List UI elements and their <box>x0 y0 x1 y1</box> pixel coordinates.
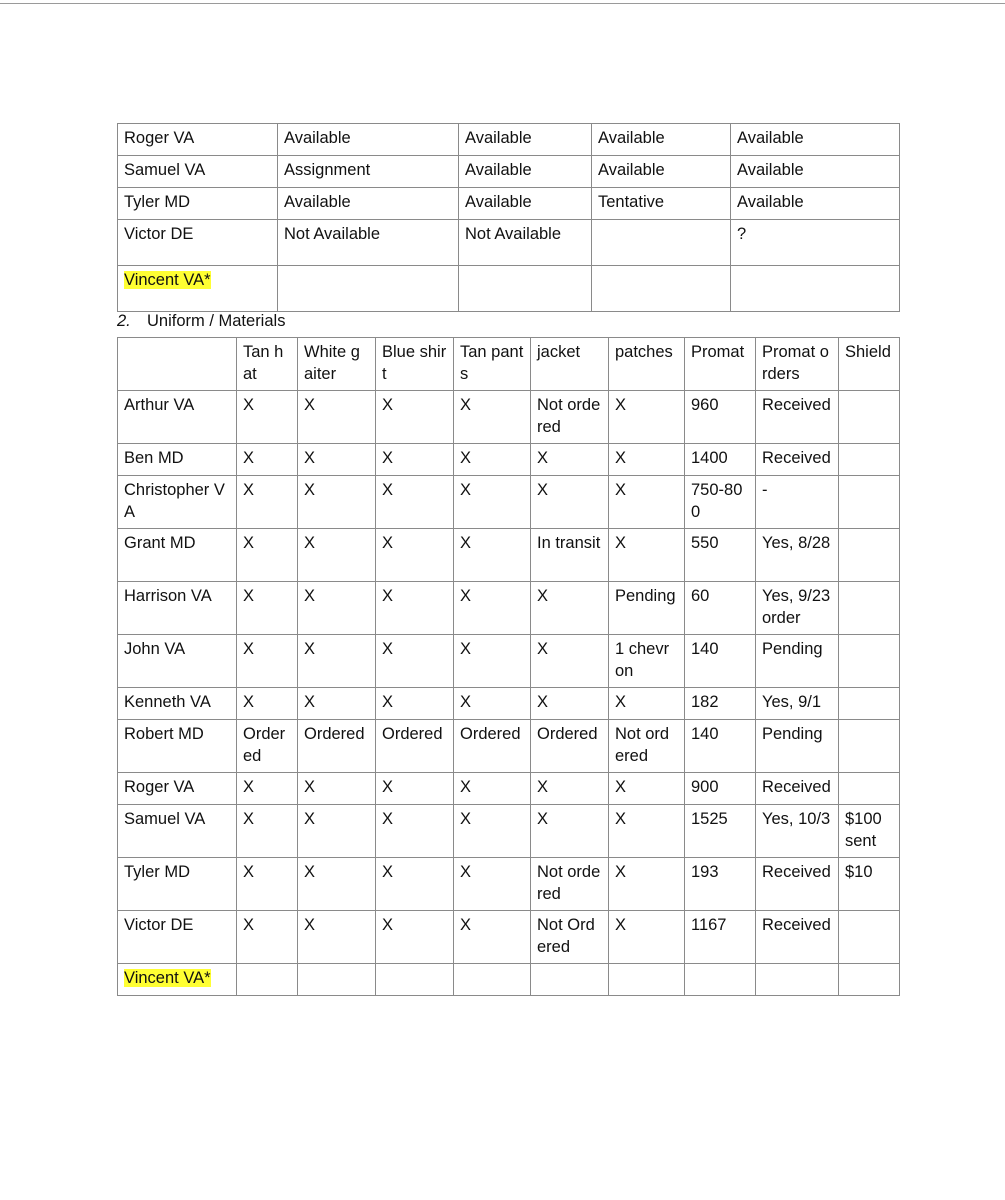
table-cell <box>592 266 731 312</box>
table-cell: Available <box>278 124 459 156</box>
table-cell: X <box>237 444 298 476</box>
table-cell <box>839 529 900 582</box>
table-cell: Not Available <box>459 220 592 266</box>
table-cell: Yes, 8/28 <box>756 529 839 582</box>
table-cell: X <box>298 444 376 476</box>
table-row <box>118 156 900 188</box>
row-name: Victor DE <box>118 220 278 266</box>
table-cell: Available <box>731 188 900 220</box>
table-cell <box>237 964 298 996</box>
table-cell: X <box>531 582 609 635</box>
table-cell <box>278 266 459 312</box>
page-top-border <box>0 3 1005 4</box>
row-name: Tyler MD <box>118 188 278 220</box>
table-row <box>118 720 900 773</box>
table-cell: X <box>298 582 376 635</box>
column-header: Blue shirt <box>376 338 454 391</box>
table-cell: ? <box>731 220 900 266</box>
table-cell: Ordered <box>298 720 376 773</box>
table-cell <box>839 635 900 688</box>
table-cell: X <box>237 773 298 805</box>
table-cell: X <box>454 911 531 964</box>
column-header: jacket <box>531 338 609 391</box>
row-name-cell <box>118 964 237 996</box>
table-cell: X <box>237 476 298 529</box>
table-cell: Yes, 10/3 <box>756 805 839 858</box>
table-cell: X <box>376 858 454 911</box>
table-row <box>118 391 900 444</box>
table-cell <box>839 720 900 773</box>
table-cell <box>839 688 900 720</box>
section-title: Uniform / Materials <box>147 312 286 330</box>
table-cell: 1525 <box>685 805 756 858</box>
table-cell: Yes, 9/23 order <box>756 582 839 635</box>
row-name: Roger VA <box>118 124 278 156</box>
table-cell <box>731 266 900 312</box>
table-cell: Not Ordered <box>531 911 609 964</box>
table-cell: X <box>237 858 298 911</box>
table-cell <box>839 964 900 996</box>
section-heading <box>117 310 285 332</box>
uniform-materials-table <box>117 337 900 996</box>
table-cell: Ordered <box>237 720 298 773</box>
table-cell: X <box>531 635 609 688</box>
table-cell: X <box>376 911 454 964</box>
table-cell: 750-800 <box>685 476 756 529</box>
row-name: Tyler MD <box>118 858 237 911</box>
table-cell <box>592 220 731 266</box>
row-name: Samuel VA <box>118 156 278 188</box>
table-cell: Ordered <box>454 720 531 773</box>
table-cell: X <box>609 858 685 911</box>
table-cell: X <box>376 582 454 635</box>
row-name: Ben MD <box>118 444 237 476</box>
table-cell: X <box>298 858 376 911</box>
table-cell <box>376 964 454 996</box>
table-row <box>118 911 900 964</box>
table-cell: X <box>609 688 685 720</box>
highlighted-name: Vincent VA* <box>124 969 211 987</box>
table-cell: Pending <box>756 720 839 773</box>
table-row <box>118 964 900 996</box>
table-row <box>118 220 900 266</box>
table-cell <box>839 582 900 635</box>
table-cell: 193 <box>685 858 756 911</box>
table-cell: $10 <box>839 858 900 911</box>
table-cell: X <box>454 476 531 529</box>
table-cell <box>454 964 531 996</box>
table-cell: X <box>376 773 454 805</box>
table-row <box>118 476 900 529</box>
table-cell: X <box>237 529 298 582</box>
table-cell: Received <box>756 773 839 805</box>
table-cell: 550 <box>685 529 756 582</box>
table-row <box>118 188 900 220</box>
table-cell <box>609 964 685 996</box>
table-cell: Available <box>592 156 731 188</box>
table-cell: Available <box>459 156 592 188</box>
table-cell: Available <box>592 124 731 156</box>
table-cell: X <box>531 805 609 858</box>
table-cell: X <box>376 391 454 444</box>
column-header: Promat orders <box>756 338 839 391</box>
table-cell <box>459 266 592 312</box>
row-name: Christopher VA <box>118 476 237 529</box>
table-cell: 1 chevron <box>609 635 685 688</box>
table-cell: $100 sent <box>839 805 900 858</box>
row-name: Robert MD <box>118 720 237 773</box>
row-name-cell <box>118 266 278 312</box>
table-cell <box>839 444 900 476</box>
table-cell: X <box>609 529 685 582</box>
table-row <box>118 773 900 805</box>
table-cell: X <box>454 688 531 720</box>
table-cell: X <box>298 391 376 444</box>
row-name: Arthur VA <box>118 391 237 444</box>
table-cell: Yes, 9/1 <box>756 688 839 720</box>
table-row <box>118 635 900 688</box>
table-cell: X <box>609 476 685 529</box>
table-cell: X <box>531 773 609 805</box>
table-cell: Tentative <box>592 188 731 220</box>
table-cell <box>531 964 609 996</box>
table-cell: 1167 <box>685 911 756 964</box>
table-cell: X <box>376 529 454 582</box>
table-row <box>118 688 900 720</box>
row-name: Grant MD <box>118 529 237 582</box>
column-header: patches <box>609 338 685 391</box>
table-cell: X <box>237 391 298 444</box>
table-cell: X <box>454 391 531 444</box>
table-cell: X <box>454 444 531 476</box>
table-cell: X <box>609 805 685 858</box>
row-name: John VA <box>118 635 237 688</box>
table-cell: Received <box>756 911 839 964</box>
header-row <box>118 338 900 391</box>
table-cell: Ordered <box>531 720 609 773</box>
column-header: Tan pants <box>454 338 531 391</box>
table-cell <box>839 476 900 529</box>
table-row <box>118 805 900 858</box>
table-row <box>118 266 900 312</box>
table-cell <box>685 964 756 996</box>
table-cell: X <box>376 688 454 720</box>
table-cell: X <box>454 582 531 635</box>
column-header <box>118 338 237 391</box>
table-cell: X <box>531 444 609 476</box>
table-cell: X <box>237 582 298 635</box>
table-row <box>118 582 900 635</box>
table-cell: X <box>298 773 376 805</box>
table-cell: Received <box>756 444 839 476</box>
column-header: Shield <box>839 338 900 391</box>
table-cell: Not ordered <box>609 720 685 773</box>
table-cell: Received <box>756 858 839 911</box>
row-name: Harrison VA <box>118 582 237 635</box>
row-name: Victor DE <box>118 911 237 964</box>
table-cell: Available <box>459 188 592 220</box>
table-row <box>118 444 900 476</box>
table-cell: X <box>609 391 685 444</box>
table-cell: X <box>237 911 298 964</box>
table-row <box>118 124 900 156</box>
table-cell: X <box>298 911 376 964</box>
table-cell: X <box>298 635 376 688</box>
table-cell: Received <box>756 391 839 444</box>
table-cell: Ordered <box>376 720 454 773</box>
table-cell: 140 <box>685 720 756 773</box>
table-cell: X <box>237 805 298 858</box>
table-cell: X <box>454 805 531 858</box>
table-cell: X <box>376 805 454 858</box>
table-cell: 182 <box>685 688 756 720</box>
table-cell: Not Available <box>278 220 459 266</box>
table-cell: 140 <box>685 635 756 688</box>
table-cell: - <box>756 476 839 529</box>
table-cell: X <box>609 911 685 964</box>
table-cell: X <box>454 858 531 911</box>
table-cell: 1400 <box>685 444 756 476</box>
table-cell: X <box>237 688 298 720</box>
row-name: Roger VA <box>118 773 237 805</box>
table-cell: X <box>454 635 531 688</box>
table-cell: X <box>609 444 685 476</box>
table-cell: X <box>531 476 609 529</box>
column-header: Promat <box>685 338 756 391</box>
table-row <box>118 858 900 911</box>
table-cell: X <box>609 773 685 805</box>
section-number: 2. <box>117 312 131 330</box>
table-cell: Assignment <box>278 156 459 188</box>
table-cell: X <box>531 688 609 720</box>
table-cell: Not ordered <box>531 391 609 444</box>
availability-table <box>117 123 900 312</box>
table-cell: In transit <box>531 529 609 582</box>
table-cell: Not ordered <box>531 858 609 911</box>
table-cell: X <box>454 529 531 582</box>
table-cell: Pending <box>756 635 839 688</box>
highlighted-name: Vincent VA* <box>124 271 211 289</box>
table-cell: X <box>376 444 454 476</box>
table-cell: X <box>298 529 376 582</box>
column-header: Tan hat <box>237 338 298 391</box>
column-header: White gaiter <box>298 338 376 391</box>
table-cell: Available <box>459 124 592 156</box>
table-cell <box>756 964 839 996</box>
table-cell: X <box>376 476 454 529</box>
table-cell: X <box>298 476 376 529</box>
table-cell: Available <box>278 188 459 220</box>
table-cell: X <box>454 773 531 805</box>
table-cell: X <box>376 635 454 688</box>
table-cell: Pending <box>609 582 685 635</box>
table-cell <box>839 391 900 444</box>
table-cell: 900 <box>685 773 756 805</box>
table-cell: X <box>298 805 376 858</box>
table-cell: Available <box>731 156 900 188</box>
table-cell: 960 <box>685 391 756 444</box>
table-cell: 60 <box>685 582 756 635</box>
table-cell <box>839 911 900 964</box>
table-cell <box>298 964 376 996</box>
row-name: Kenneth VA <box>118 688 237 720</box>
table-cell <box>839 773 900 805</box>
table-cell: X <box>298 688 376 720</box>
table-cell: X <box>237 635 298 688</box>
table-row <box>118 529 900 582</box>
table-cell: Available <box>731 124 900 156</box>
row-name: Samuel VA <box>118 805 237 858</box>
